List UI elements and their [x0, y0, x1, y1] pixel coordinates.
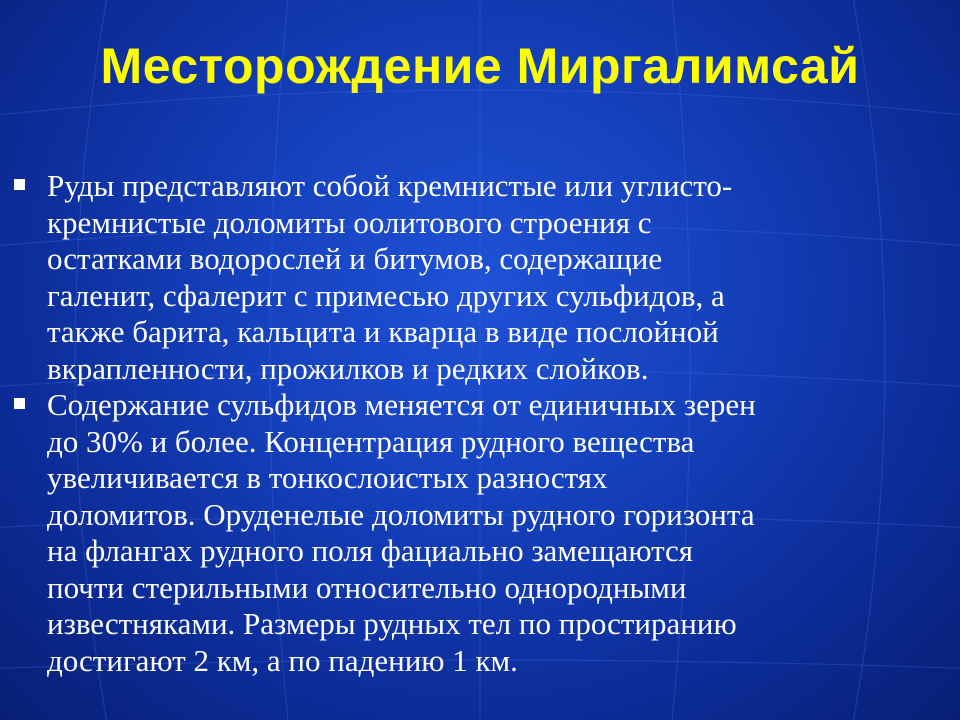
- text-line: известняками. Размеры рудных тел по простиранию: [47, 606, 737, 641]
- text-line: до 30% и более. Концентрация рудного вещества: [47, 423, 695, 459]
- bullet-text: [47, 387, 914, 679]
- square-bullet-icon: [14, 398, 25, 409]
- bullet-text: [47, 168, 914, 387]
- text-line: на флангах рудного поля фациально замещаются: [47, 533, 694, 568]
- square-bullet-icon: [14, 179, 25, 190]
- text-line: остатками водорослей и битумов, содержащие: [47, 241, 663, 276]
- text-line: Содержание сульфидов меняется от единичных зерен: [47, 387, 756, 422]
- bullet-item-ore-description: [14, 168, 914, 387]
- text-line: доломитов. Оруденелые доломиты рудного горизонта: [47, 496, 755, 532]
- text-line: Руды представляют собой кремнистые или углисто-: [47, 168, 733, 203]
- slide-title: Месторождение Миргалимсай: [100, 38, 860, 94]
- text-line: достигают 2 км, а по падению 1 км.: [47, 642, 518, 678]
- text-line: увеличивается в тонкослоистых разностях: [47, 460, 608, 495]
- text-line: кремнистые доломиты оолитового строения с: [47, 204, 652, 240]
- text-line: галенит, сфалерит с примесью других сульфидов, а: [47, 277, 725, 313]
- text-line: также барита, кальцита и кварца в виде послойной: [47, 314, 719, 349]
- bullet-list: [14, 168, 914, 679]
- bullet-item-sulfide-content: [14, 387, 914, 679]
- text-line: вкрапленности, прожилков и редких слойков.: [47, 350, 649, 386]
- text-line: почти стерильными относительно однородными: [47, 569, 687, 605]
